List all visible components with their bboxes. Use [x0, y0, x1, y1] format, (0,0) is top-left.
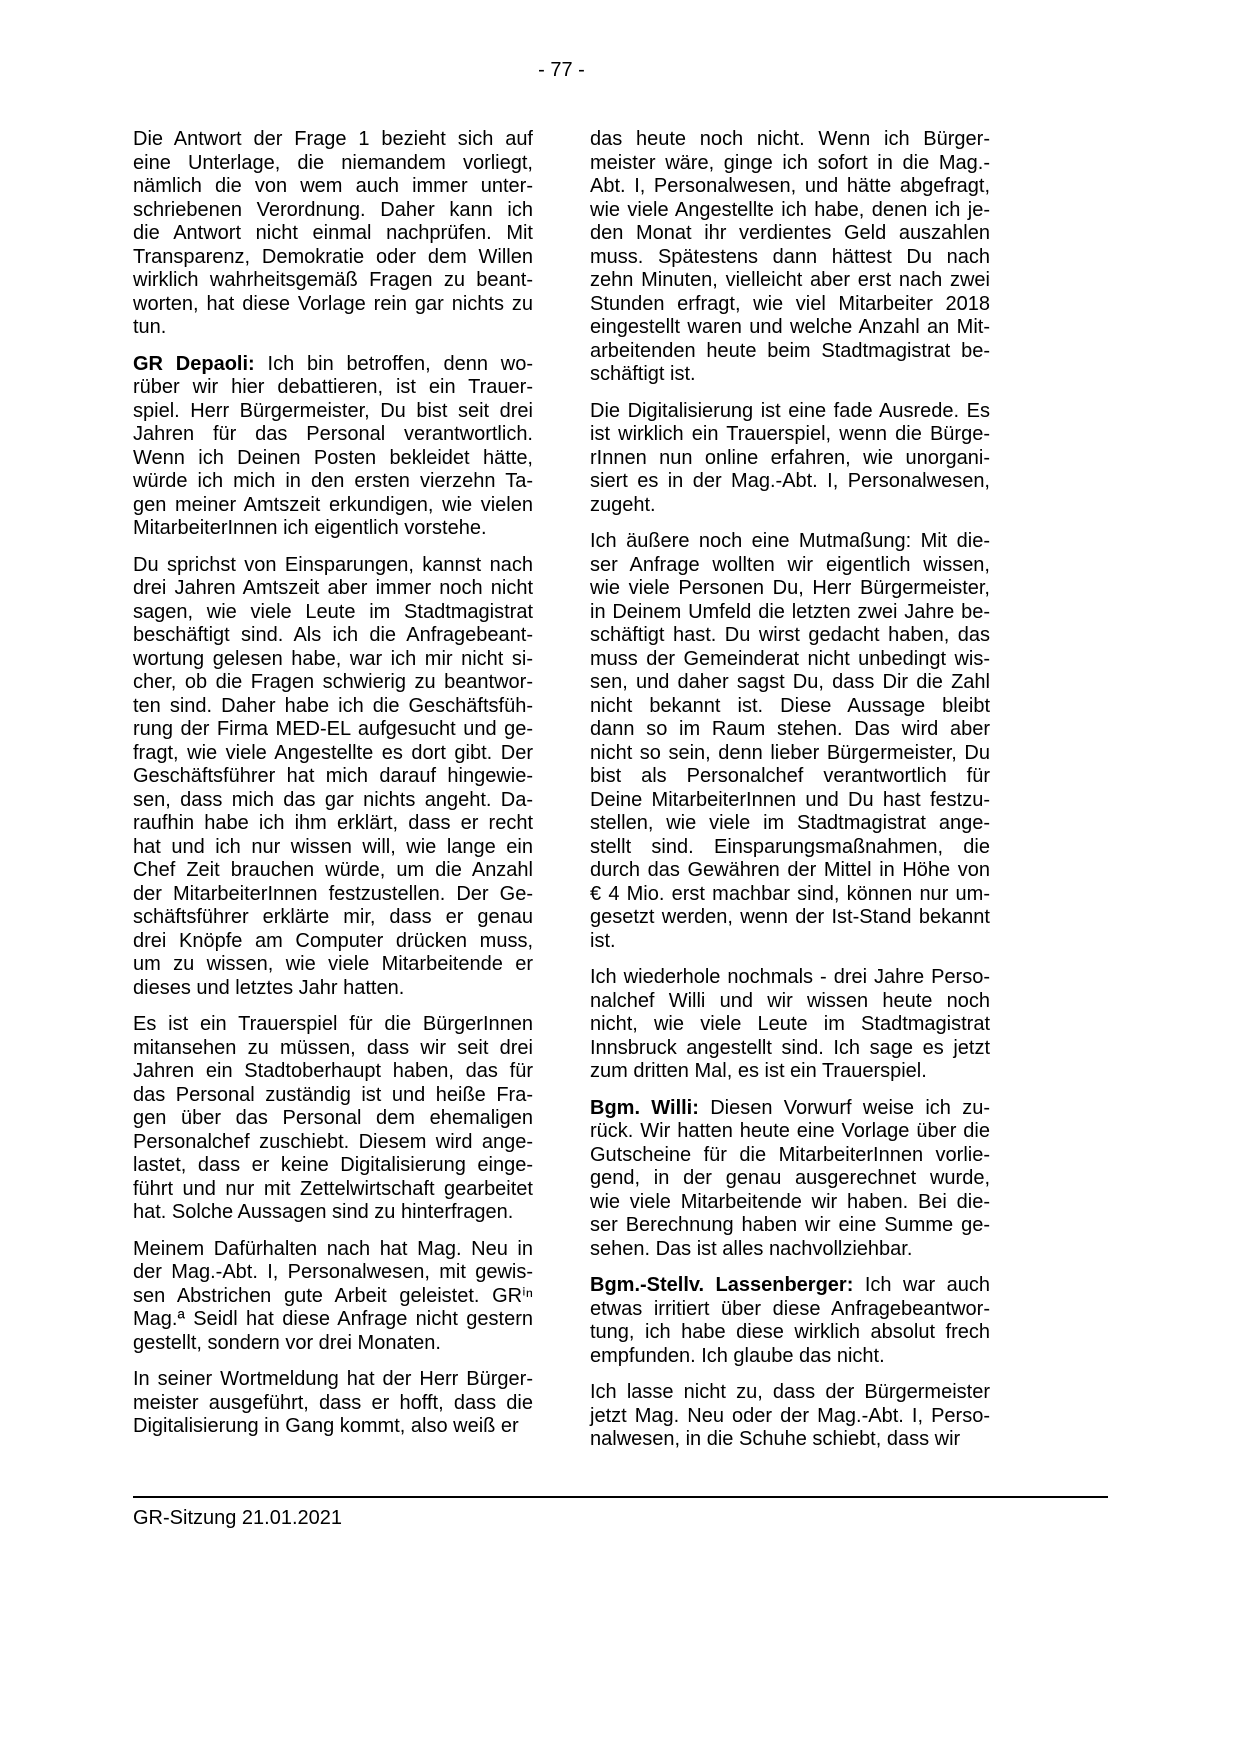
text-line: Mag.ª Seidl hat diese Anfrage nicht gestern: [133, 1308, 533, 1330]
text-line: MitarbeiterInnen ich eigentlich vorstehe.: [133, 517, 487, 539]
text-line: Ich äußere noch eine Mutmaßung: Mit die-: [590, 530, 990, 552]
text-line: hat und ich nur wissen will, wie lange ein: [133, 835, 533, 858]
text-line: dieses und letztes Jahr hatten.: [133, 976, 405, 999]
text-line: GR Depaoli: Ich bin betroffen, denn wo-: [133, 352, 534, 375]
text-line: gend, in der genau ausgerechnet wurde,: [590, 1167, 990, 1189]
text-line: Jahren für das Personal verantwortlich.: [133, 423, 533, 445]
paragraph: [133, 1368, 533, 1439]
text-line: siert es in der Mag.-Abt. I, Personalwesen,: [590, 470, 990, 492]
text-line: Die Digitalisierung ist eine fade Ausrede. Es: [590, 399, 990, 422]
text-line: in Deinem Umfeld die letzten zwei Jahre be-: [590, 600, 990, 623]
paragraph: [590, 966, 990, 1084]
text-line: Geschäftsführer hat mich darauf hingewie-: [133, 765, 533, 787]
text-line: Meinem Dafürhalten nach hat Mag. Neu in: [133, 1237, 533, 1260]
text-line: Bgm. Willi: Diesen Vorwurf weise ich zu-: [590, 1096, 990, 1119]
text-line: den Monat ihr verdientes Geld auszahlen: [590, 222, 990, 244]
text-line: raufhin habe ich ihm erklärt, dass er recht: [133, 812, 533, 834]
page-footer: [133, 1496, 1108, 1530]
text-line: ser Anfrage wollten wir eigentlich wissen,: [590, 553, 990, 576]
text-line: sen, dass mich das gar nichts angeht. Da-: [133, 788, 533, 811]
text-line: stellen, wie viele im Stadtmagistrat ange-: [590, 812, 990, 834]
text-line: eingestellt waren und welche Anzahl an Mit-: [590, 316, 990, 338]
text-line: worten, hat diese Vorlage rein gar nichts zu: [133, 292, 533, 315]
right-column: [590, 128, 990, 1465]
text-line: gesetzt werden, wenn der Ist-Stand bekannt: [590, 906, 990, 928]
text-line: ist.: [590, 929, 616, 952]
text-line: rüber wir hier debattieren, ist ein Trauer-: [133, 376, 533, 398]
footer-divider: [133, 1496, 1108, 1498]
text-line: sagen, wie viele Leute im Stadtmagistrat: [133, 600, 533, 623]
paragraph: [133, 128, 533, 340]
text-line: hat. Solche Aussagen sind zu hinterfragen.: [133, 1201, 514, 1223]
text-line: eine Unterlage, die niemandem vorliegt,: [133, 151, 533, 174]
text-line: nicht so sein, denn lieber Bürgermeister, Du: [590, 741, 990, 764]
text-line: schäftigt ist.: [590, 363, 696, 385]
text-line: gen meiner Amtszeit erkundigen, wie vielen: [133, 493, 533, 516]
text-line: ser Berechnung haben wir eine Summe ge-: [590, 1214, 990, 1236]
text-line: wirklich wahrheitsgemäß Fragen zu beant-: [133, 269, 533, 291]
text-line: Ich lasse nicht zu, dass der Bürgermeister: [590, 1381, 990, 1403]
text-line: Du sprichst von Einsparungen, kannst nach: [133, 553, 533, 576]
text-line: drei Jahren Amtszeit aber immer noch nicht: [133, 577, 533, 599]
text-line: Abt. I, Personalwesen, und hätte abgefragt,: [590, 175, 990, 197]
text-line: mitansehen zu müssen, dass wir seit drei: [133, 1036, 533, 1059]
text-line: jetzt Mag. Neu oder der Mag.-Abt. I, Perso-: [590, 1404, 990, 1427]
text-line: der Mag.-Abt. I, Personalwesen, mit gewis-: [133, 1261, 533, 1283]
text-line: nalwesen, in die Schuhe schiebt, dass wir: [590, 1428, 961, 1450]
text-line: Bgm.-Stellv. Lassenberger: Ich war auch: [590, 1274, 990, 1296]
text-line: das Personal zuständig ist und heiße Fra-: [133, 1083, 533, 1106]
left-column: [133, 128, 533, 1452]
text-line: Innsbruck angestellt sind. Ich sage es jetzt: [590, 1036, 990, 1059]
text-line: sehen. Das ist alles nachvollziehbar.: [590, 1237, 913, 1260]
text-line: tung, ich habe diese wirklich absolut frech: [590, 1321, 990, 1343]
text-line: Chef Zeit brauchen würde, um die Anzahl: [133, 859, 533, 881]
speaker-name: Bgm.-Stellv. Lassenberger:: [590, 1274, 854, 1296]
text-line: Transparenz, Demokratie oder dem Willen: [133, 245, 533, 268]
page-number: - 77 -: [538, 59, 585, 81]
text-line: empfunden. Ich glaube das nicht.: [590, 1344, 885, 1367]
two-column-text-area: [133, 128, 990, 1465]
text-line: Personalchef zuschiebt. Diesem wird ange-: [133, 1130, 533, 1153]
paragraph: [590, 1381, 990, 1452]
text-line: nicht, wie viele Leute im Stadtmagistrat: [590, 1013, 990, 1035]
text-line: lastet, dass er keine Digitalisierung einge-: [133, 1154, 533, 1176]
text-line: gestellt, sondern vor drei Monaten.: [133, 1331, 441, 1354]
text-line: zugeht.: [590, 493, 656, 516]
text-line: ten sind. Daher habe ich die Geschäftsfüh-: [133, 694, 533, 717]
text-line: schriebenen Verordnung. Daher kann ich: [133, 198, 533, 221]
speaker-name: Bgm. Willi:: [590, 1096, 699, 1119]
text-line: zum dritten Mal, es ist ein Trauerspiel.: [590, 1060, 927, 1082]
text-line: würde ich mich in den ersten vierzehn Ta-: [133, 470, 533, 492]
text-line: um zu wissen, wie viele Mitarbeitende er: [133, 953, 533, 975]
text-line: dann so im Raum stehen. Das wird aber: [590, 718, 990, 740]
paragraph: [133, 1013, 533, 1225]
paragraph: [133, 554, 533, 1001]
speaker-name: GR Depaoli:: [133, 352, 255, 375]
text-line: beschäftigt sind. Als ich die Anfragebeant-: [133, 624, 533, 646]
text-line: ist wirklich ein Trauerspiel, wenn die Bürge-: [590, 423, 990, 445]
text-line: muss der Gemeinderat nicht unbedingt wis-: [590, 647, 990, 670]
text-line: Stunden erfragt, wie viel Mitarbeiter 2018: [590, 292, 990, 315]
text-line: bist als Personalchef verantwortlich für: [590, 765, 990, 787]
text-line: meister ausgeführt, dass er hofft, dass die: [133, 1391, 533, 1414]
paragraph: [590, 1274, 990, 1368]
paragraph: [133, 1238, 533, 1356]
text-line: gen über das Personal dem ehemaligen: [133, 1107, 533, 1129]
text-line: führt und nur mit Zettelwirtschaft gearbeitet: [133, 1177, 533, 1200]
text-line: Digitalisierung in Gang kommt, also weiß er: [133, 1415, 519, 1437]
text-line: nicht bekannt ist. Diese Aussage bleibt: [590, 694, 990, 717]
paragraph: [590, 530, 990, 953]
text-line: durch das Gewähren der Mittel in Höhe von: [590, 859, 990, 881]
text-line: rung der Firma MED-EL aufgesucht und ge-: [133, 718, 533, 740]
text-line: zehn Minuten, vielleicht aber erst nach zwei: [590, 269, 990, 291]
text-line: sen Abstrichen gute Arbeit geleistet. GRⁱⁿ: [133, 1284, 533, 1307]
footer-session-label: GR-Sitzung 21.01.2021: [133, 1507, 343, 1529]
text-line: wie viele Mitarbeitende wir haben. Bei die-: [590, 1190, 990, 1213]
text-line: das heute noch nicht. Wenn ich Bürger-: [590, 128, 990, 150]
text-line: arbeitenden heute beim Stadtmagistrat be-: [590, 339, 990, 362]
text-line: der MitarbeiterInnen festzustellen. Der Ge-: [133, 882, 533, 905]
text-line: fragt, wie viele Angestellte es dort gibt. Der: [133, 741, 533, 764]
text-line: die Antwort nicht einmal nachprüfen. Mit: [133, 222, 533, 244]
text-line: Ich wiederhole nochmals - drei Jahre Perso-: [590, 966, 990, 988]
text-line: rInnen nun online erfahren, wie unorgani-: [590, 446, 990, 469]
text-line: etwas irritiert über diese Anfragebeantwor-: [590, 1297, 990, 1320]
text-line: spiel. Herr Bürgermeister, Du bist seit drei: [133, 399, 533, 422]
text-line: Gutscheine für die MitarbeiterInnen vorlie-: [590, 1143, 990, 1166]
text-line: muss. Spätestens dann hättest Du nach: [590, 245, 990, 268]
text-line: rück. Wir hatten heute eine Vorlage über die: [590, 1120, 990, 1142]
text-line: € 4 Mio. erst machbar sind, können nur um-: [590, 882, 990, 905]
paragraph: [590, 1097, 990, 1262]
text-line: sen, und daher sagst Du, dass Dir die Zahl: [590, 671, 990, 693]
paragraph: [590, 128, 990, 387]
text-line: wie viele Angestellte ich habe, denen ich je-: [590, 198, 990, 221]
text-line: schäftsführer erklärte mir, dass er genau: [133, 906, 533, 928]
text-line: wie viele Personen Du, Herr Bürgermeister,: [590, 577, 990, 599]
text-line: In seiner Wortmeldung hat der Herr Bürger-: [133, 1368, 533, 1390]
text-line: nämlich die von wem auch immer unter-: [133, 175, 533, 197]
text-line: cher, ob die Fragen schwierig zu beantwor-: [133, 671, 533, 693]
text-line: Wenn ich Deinen Posten bekleidet hätte,: [133, 446, 533, 469]
paragraph: [133, 353, 533, 541]
text-line: meister wäre, ginge ich sofort in die Mag.-: [590, 151, 990, 174]
text-line: drei Knöpfe am Computer drücken muss,: [133, 929, 533, 952]
text-line: nalchef Willi und wir wissen heute noch: [590, 989, 990, 1012]
text-line: tun.: [133, 316, 167, 338]
text-line: Deine MitarbeiterInnen und Du hast festzu-: [590, 788, 990, 811]
text-line: stellt sind. Einsparungsmaßnahmen, die: [590, 835, 990, 858]
text-line: schäftigt hast. Du wirst gedacht haben, das: [590, 624, 990, 646]
text-line: Es ist ein Trauerspiel für die BürgerInnen: [133, 1013, 533, 1035]
text-line: Jahren ein Stadtoberhaupt haben, das für: [133, 1060, 533, 1082]
text-line: wortung gelesen habe, war ich mir nicht si-: [133, 647, 533, 670]
text-line: Die Antwort der Frage 1 bezieht sich auf: [133, 128, 533, 150]
paragraph: [590, 400, 990, 518]
